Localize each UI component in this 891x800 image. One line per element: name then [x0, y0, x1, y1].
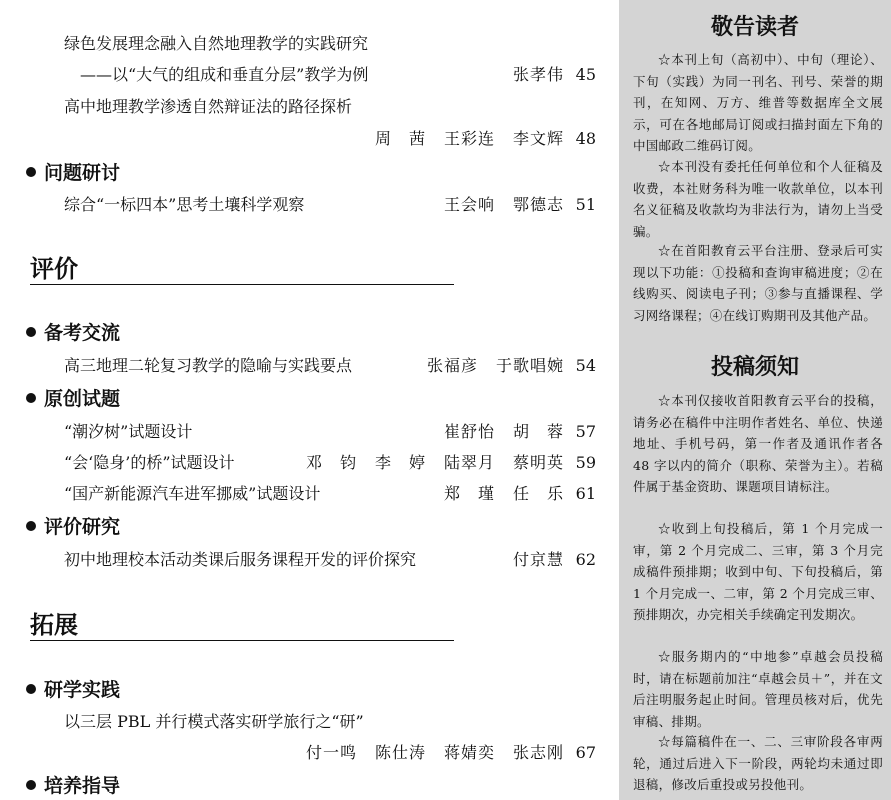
page-number: 67: [575, 743, 596, 762]
notice-paragraph: ☆本刊上旬（高初中）、中旬（理论）、下旬（实践）为同一刊名、刊号、荣誉的期刊，在知网、万方、维普等数据库全文展示，可在各地邮局订阅或扫描封面左下角的中国邮政二维码订阅。: [633, 52, 883, 154]
subsection-heading: 备考交流: [26, 321, 120, 345]
article-title[interactable]: 初中地理校本活动类课后服务课程开发的评价探究: [64, 550, 417, 569]
section-heading: 拓展: [30, 611, 78, 639]
subsection-heading: 培养指导: [26, 774, 120, 798]
notice-sidebar: [619, 0, 891, 800]
subsection-heading: 评价研究: [26, 515, 120, 539]
page-number: 59: [575, 453, 596, 472]
bullet-icon: [26, 780, 36, 790]
article-authors: 付一鸣 陈仕涛 蒋婧奕 张志刚: [305, 743, 564, 762]
bullet-icon: [26, 327, 36, 337]
bullet-icon: [26, 684, 36, 694]
bullet-icon: [26, 393, 36, 403]
notice-paragraph: ☆本刊没有委托任何单位和个人征稿及收费，本社财务科为唯一收款单位，以本刊名义征稿及收款均为非法行为，请勿上当受骗。: [633, 159, 883, 239]
article-title[interactable]: 高三地理二轮复习教学的隐喻与实践要点: [64, 356, 353, 375]
article-authors: 郑 瑾 任 乐: [443, 484, 564, 503]
article-title[interactable]: “国产新能源汽车进军挪威”试题设计: [64, 484, 321, 503]
article-subtitle[interactable]: ——以“大气的组成和垂直分层”教学为例: [80, 65, 369, 84]
section-rule: [30, 640, 454, 641]
submission-paragraph: ☆每篇稿件在一、二、三审阶段各审两轮，通过后进入下一阶段，两轮均未通过即退稿，修改后重投或另投他刊。: [633, 734, 883, 793]
subsection-heading: 问题研讨: [26, 161, 120, 185]
submission-paragraph: ☆本刊仅接收首阳教育云平台的投稿，请务必在稿件中注明作者姓名、单位、快递地址、手机号码，第一作者及通讯作者各 48 字以内的简介（职称、荣誉为主）。若稿件属于基金资助、课题项目请标注。: [633, 393, 883, 495]
article-authors: 邓 钧 李 婷 陆翠月 蔡明英: [305, 453, 564, 472]
bullet-icon: [26, 521, 36, 531]
section-rule: [30, 284, 454, 285]
article-title[interactable]: “潮汐树”试题设计: [64, 422, 193, 441]
article-authors: 崔舒怡 胡 蓉: [443, 422, 564, 441]
article-authors: 张福彦 于歌唱婉: [426, 356, 564, 375]
notice-title: 敬告读者: [710, 15, 799, 40]
subsection-heading: 原创试题: [26, 387, 120, 411]
subsection-heading: 研学实践: [26, 678, 120, 702]
article-authors: 付京慧: [512, 550, 564, 569]
bullet-icon: [26, 167, 36, 177]
article-title[interactable]: 绿色发展理念融入自然地理教学的实践研究: [64, 34, 369, 53]
article-title[interactable]: 以三层 PBL 并行模式落实研学旅行之“研”: [64, 712, 364, 731]
article-authors: 张孝伟: [512, 65, 564, 84]
submission-title: 投稿须知: [710, 355, 799, 380]
page-number: 62: [575, 550, 596, 569]
page-number: 61: [575, 484, 596, 503]
article-authors: 周 茜 王彩连 李文辉: [374, 129, 564, 148]
section-heading: 评价: [30, 255, 78, 283]
submission-paragraph: ☆服务期内的“中地参”卓越会员投稿时，请在标题前加注“卓越会员＋”，并在文后注明服务起止时间。管理员核对后，优先审稿、排期。: [633, 649, 883, 729]
page-number: 57: [575, 422, 596, 441]
article-authors: 王会响 鄂德志: [443, 195, 564, 214]
page-number: 51: [575, 195, 596, 214]
submission-paragraph: ☆收到上旬投稿后，第 1 个月完成一审，第 2 个月完成二、三审，第 3 个月完成稿件预排期；收到中旬、下旬投稿后，第 1 个月完成一、二审，第 2 个月完成三审、预排期次，办完相关手续确定刊发期次。: [633, 521, 883, 623]
page-number: 54: [575, 356, 596, 375]
article-title[interactable]: 综合“一标四本”思考土壤科学观察: [64, 195, 305, 214]
article-title[interactable]: 高中地理教学渗透自然辩证法的路径探析: [64, 97, 353, 116]
page-number: 45: [575, 65, 596, 84]
notice-paragraph: ☆在首阳教育云平台注册、登录后可实现以下功能：①投稿和查询审稿进度；②在线购买、阅读电子刊；③参与直播课程、学习网络课程；④在线订购期刊及其他产品。: [633, 243, 883, 323]
article-title[interactable]: “会‘隐身’的桥”试题设计: [64, 453, 235, 472]
page-number: 48: [575, 129, 596, 148]
